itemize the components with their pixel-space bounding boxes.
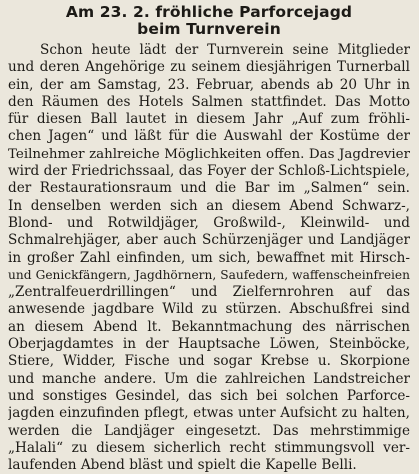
article-line: ein, der am Samstag, 23. Februar, abends ab 20 Uhr in xyxy=(8,76,410,93)
article-line: Schon heute lädt der Turnverein seine Mitglieder xyxy=(40,42,410,58)
headline-line-2: beim Turnverein xyxy=(137,20,281,38)
article-line: In denselben werden sich an diesem Abend Schwarz-, xyxy=(8,197,410,214)
article-line: Schmalrehjäger, aber auch Schürzenjäger und Landjäger xyxy=(8,232,410,249)
article-line: der Restaurationsraum und die Bar im „Salmen“ sein. xyxy=(8,180,410,197)
article-line: den Räumen des Hotels Salmen stattfindet. Das Motto xyxy=(8,93,410,110)
article-line: „Zentralfeuerdrillingen“ und Zielfernrohren auf das xyxy=(8,284,410,301)
article-body xyxy=(8,42,410,474)
article-line: Oberjagdamtes in der Hauptsache Löwen, Steinböcke, xyxy=(8,336,410,353)
article-line: wird der Friedrichssaal, das Foyer der Schloß-Lichtspiele, xyxy=(8,163,410,180)
article-line: und manche andere. Um die zahlreichen Landstreicher xyxy=(8,370,410,387)
article-line: und deren Angehörige zu seinem diesjährigen Turnerball xyxy=(8,59,410,76)
article-line: für diesen Ball lautet in diesem Jahr „Auf zum fröhli- xyxy=(8,111,410,128)
article-line: Blond- und Rotwildjäger, Großwild-, Kleinwild- und xyxy=(8,214,410,231)
article-line: werden die Landjäger eingesetzt. Das mehrstimmige xyxy=(8,422,410,439)
article-line: und sonstiges Gesindel, das sich bei solchen Parforce- xyxy=(8,387,410,404)
article-line: an diesem Abend lt. Bekanntmachung des närrischen xyxy=(8,318,410,335)
headline-line-1: Am 23. 2. fröhliche Parforcejagd xyxy=(65,3,353,21)
article-line: und Genickfängern, Jagdhörnern, Saufedern, waffenscheinfreien xyxy=(8,267,410,282)
article-line: chen Jagen“ und läßt für die Auswahl der Kostüme der xyxy=(8,128,410,145)
article-line: Stiere, Widder, Fische und sogar Krebse u. Skorpione xyxy=(8,353,410,370)
article-line: anwesende jagdbare Wild zu stürzen. Abschußfrei sind xyxy=(8,301,410,318)
article-line: laufenden Abend bläst und spielt die Kapelle Belli. xyxy=(8,457,357,474)
article-line: Teilnehmer zahlreiche Möglichkeiten offen. Das Jagdrevier xyxy=(8,146,410,162)
headline xyxy=(8,4,410,38)
article-line: in großer Zahl einfinden, um sich, bewaffnet mit Hirsch- xyxy=(8,249,410,266)
article-line: jagden einzufinden pflegt, etwas unter Aufsicht zu halten, xyxy=(8,405,410,422)
article-line: „Halali“ zu diesem sicherlich recht stimmungsvoll ver- xyxy=(8,439,410,456)
